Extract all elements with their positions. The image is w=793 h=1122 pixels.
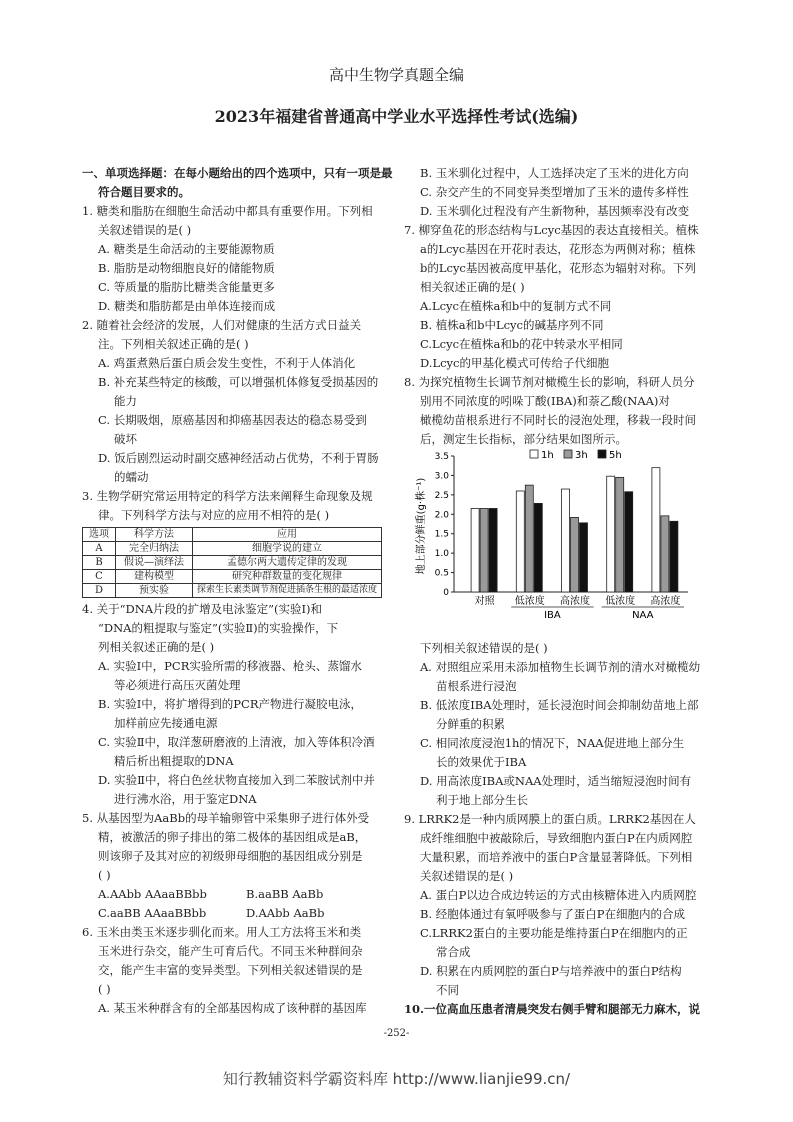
table-cell: D [83, 584, 116, 598]
q9-option-b: B. 经胞体通过有氧呼吸参与了蛋白P在细胞内的合成 [420, 907, 685, 921]
q8-option-d: D. 用高浓度IBA或NAA处理时，适当缩短浸泡时间有 [420, 774, 692, 788]
left-column [82, 164, 394, 1018]
chart-bar [652, 468, 660, 592]
q5-option-d: D.AAbb AaBb [246, 906, 325, 920]
q4-option-d-cont: 进行沸水浴，用于鉴定DNA [114, 792, 257, 806]
q5-option-c: C.aaBB AAaaBBbb [98, 906, 207, 920]
q4-option-c-cont: 精后析出粗提取的DNA [114, 754, 234, 768]
q9-stem-3: 大量积累，而培养液中的蛋白P含量显著降低。下列相 [420, 850, 693, 864]
chart-y-tick-label: 1.0 [434, 549, 449, 560]
q3-methods-table [82, 527, 382, 598]
table-cell: 研究种群数量的变化规律 [193, 570, 382, 584]
chart-bar [580, 523, 588, 592]
chart-bar [471, 508, 479, 592]
chart-legend-swatch [530, 450, 538, 458]
chart-group-label: NAA [632, 610, 654, 620]
q2-stem-2: 注。下列相关叙述正确的是( ) [98, 337, 249, 351]
q8-option-b-cont: 分鲜重的积累 [436, 717, 505, 731]
q7-option-c: C.Lcyc在植株a和b的花中转录水平相同 [420, 337, 623, 351]
table-cell: C [83, 570, 116, 584]
q8-stem-3: 橄榄幼苗根系进行不同时长的浸泡处理，移栽一段时间 [420, 413, 696, 427]
chart-x-tick-label: 低浓度 [605, 596, 636, 607]
q6-stem-4: ( ) [98, 982, 111, 996]
q6-stem-3: 交，能产生丰富的变异类型。下列相关叙述错误的是 [98, 963, 363, 977]
table-cell: 探索生长素类调节剂促进插条生根的最适浓度 [193, 584, 382, 598]
table-cell: 完全归纳法 [116, 542, 193, 556]
chart-y-tick-label: 3.0 [434, 471, 449, 482]
q8-bar-chart [412, 444, 697, 620]
q3-stem-2: 律。下列科学方法与对应的应用不相符的是( ) [98, 508, 330, 522]
q7-option-d: D.Lcyc的甲基化模式可传给子代细胞 [420, 356, 609, 370]
q2-option-d-cont: 的蠕动 [114, 470, 149, 484]
q4-option-b: B. 实验Ⅰ中，将扩增得到的PCR产物进行凝胶电泳， [98, 697, 362, 711]
chart-bar [616, 477, 624, 592]
q9-option-c: C.LRRK2蛋白的主要功能是维持蛋白P在细胞内的正 [420, 926, 688, 940]
q10-stem: 10.一位高血压患者清晨突发右侧手臂和腿部无力麻木，说 [404, 1002, 701, 1016]
exam-title: 2023年福建省普通高中学业水平选择性考试(选编) [214, 107, 579, 126]
table-row [83, 584, 382, 598]
q6-option-b: B. 玉米驯化过程中，人工选择决定了玉米的进化方向 [420, 166, 689, 180]
q9-option-d: D. 积累在内质网腔的蛋白P与培养液中的蛋白P结构 [420, 964, 682, 978]
chart-y-tick-label: 2.5 [434, 490, 449, 501]
table-header-row [83, 528, 382, 542]
q8-stem-4: 后，测定生长指标，部分结果如图所示。 [420, 432, 627, 446]
q5-stem-3: 则该卵子及其对应的初级卵母细胞的基因组成分别是 [98, 849, 363, 863]
q9-option-c-cont: 常合成 [436, 945, 471, 959]
chart-bar [525, 485, 533, 592]
q2-stem: 2. 随着社会经济的发展，人们对健康的生活方式日益关 [82, 318, 362, 332]
chart-bar [516, 491, 524, 592]
table-row [83, 542, 382, 556]
chart-bar [480, 508, 488, 592]
q8-option-b: B. 低浓度IBA处理时，延长浸泡时间会抑制幼苗地上部 [420, 698, 699, 712]
chart-y-tick-label: 0.5 [434, 568, 449, 579]
chart-legend-label: 3h [575, 450, 588, 461]
chart-group-label: IBA [544, 610, 561, 620]
chart-legend-label: 5h [609, 450, 622, 461]
q3-stem: 3. 生物学研究常运用特定的科学方法来阐释生命现象及规 [82, 489, 373, 503]
section-heading: 一、单项选择题：在每小题给出的四个选项中，只有一项是最 [82, 166, 393, 180]
q2-option-c: C. 长期吸烟，原癌基因和抑癌基因表达的稳态易受到 [98, 413, 367, 427]
q9-option-d-cont: 不同 [436, 983, 459, 997]
chart-x-tick-label: 高浓度 [560, 596, 590, 607]
q1-option-a: A. 糖类是生命活动的主要能源物质 [98, 242, 275, 256]
q8-option-a: A. 对照组应采用未添加植物生长调节剂的清水对橄榄幼 [420, 660, 701, 674]
chart-bar [625, 492, 633, 592]
q8-option-a-cont: 苗根系进行浸泡 [436, 679, 517, 693]
chart-bar [661, 516, 669, 592]
table-cell: B [83, 556, 116, 570]
q7-stem: 7. 柳穿鱼花的形态结构与Lcyc基因的表达直接相关。植株 [404, 223, 699, 237]
q4-stem-3: 列相关叙述正确的是( ) [98, 640, 215, 654]
q7-stem-2: a的Lcyc基因在开花时表达，花形态为两侧对称；植株 [420, 242, 696, 256]
q4-option-a: A. 实验Ⅰ中，PCR实验所需的移液器、枪头、蒸馏水 [98, 659, 362, 673]
q4-option-b-cont: 加样前应先接通电源 [114, 716, 218, 730]
q7-option-a: A.Lcyc在植株a和b中的复制方式不同 [420, 299, 612, 313]
table-row [83, 570, 382, 584]
chart-bar [571, 517, 579, 592]
q9-option-a: A. 蛋白P以边合成边转运的方式由核糖体进入内质网腔 [420, 888, 697, 902]
chart-x-tick-label: 对照 [474, 596, 495, 607]
q9-stem-2: 成纤维细胞中被敲除后，导致细胞内蛋白P在内质网腔 [420, 831, 693, 845]
table-cell: A [83, 542, 116, 556]
chart-legend-swatch [598, 450, 606, 458]
q4-option-c: C. 实验Ⅱ中，取洋葱研磨液的上清液，加入等体积冷酒 [98, 735, 375, 749]
q7-stem-3: b的Lcyc基因被高度甲基化，花形态为辐射对称。下列 [420, 261, 696, 275]
chart-legend-swatch [564, 450, 572, 458]
q8-stem-2: 别用不同浓度的吲哚丁酸(IBA)和萘乙酸(NAA)对 [420, 394, 670, 408]
q6-option-c: C. 杂交产生的不同变异类型增加了玉米的遗传多样性 [420, 185, 689, 199]
chart-y-tick-label: 0 [443, 588, 449, 598]
q6-stem-2: 玉米进行杂交，能产生可育后代。不同玉米种群间杂 [98, 944, 363, 958]
q1-option-b: B. 脂肪是动物细胞良好的储能物质 [98, 261, 275, 275]
q1-option-d: D. 糖类和脂肪都是由单体连接而成 [98, 299, 276, 313]
page-number: -252- [383, 1028, 410, 1039]
q8-option-c-cont: 长的效果优于IBA [436, 755, 527, 769]
chart-y-tick-label: 2.0 [434, 510, 449, 521]
table-header: 科学方法 [116, 528, 193, 542]
q6-stem: 6. 玉米由类玉米逐步驯化而来。用人工方法将玉米和类 [82, 925, 362, 939]
chart-bar [489, 508, 497, 592]
table-cell: 细胞学说的建立 [193, 542, 382, 556]
q7-stem-4: 相关叙述正确的是( ) [420, 280, 525, 294]
table-row [83, 556, 382, 570]
q2-option-d: D. 饭后剧烈运动时副交感神经活动占优势，不利于胃肠 [98, 451, 379, 465]
chart-y-axis-label: 地上部分鲜重(g·株⁻¹) [416, 477, 427, 575]
q5-option-b: B.aaBB AaBb [246, 887, 324, 901]
q2-option-c-cont: 破坏 [114, 432, 137, 446]
chart-bar [534, 503, 542, 592]
q6-option-d: D. 玉米驯化过程没有产生新物种，基因频率没有改变 [420, 204, 690, 218]
chart-bar [670, 521, 678, 592]
q8-stem: 8. 为探究植物生长调节剂对橄榄生长的影响，科研人员分 [404, 375, 695, 389]
q5-option-a: A.AAbb AAaaBBbb [98, 887, 207, 901]
table-cell: 建构模型 [116, 570, 193, 584]
q4-stem: 4. 关于“DNA片段的扩增及电泳鉴定”(实验Ⅰ)和 [82, 602, 322, 616]
q9-stem-4: 关叙述错误的是( ) [420, 869, 514, 883]
q4-stem-2: “DNA的粗提取与鉴定”(实验Ⅱ)的实验操作，下 [98, 621, 339, 635]
chart-y-tick-label: 1.5 [434, 529, 449, 540]
chart-x-tick-label: 高浓度 [650, 596, 681, 607]
q1-option-c: C. 等质量的脂肪比糖类含能量更多 [98, 280, 275, 294]
table-header: 选项 [83, 528, 116, 542]
q7-option-b: B. 植株a和b中Lcyc的碱基序列不同 [420, 318, 604, 332]
watermark-text: 知行教辅资料学霸资料库 http://www.lianjie99.cn/ [222, 1070, 571, 1088]
section-heading-2: 符合题目要求的。 [98, 185, 190, 199]
table-cell: 预实验 [116, 584, 193, 598]
chart-x-tick-label: 低浓度 [514, 596, 545, 607]
q5-options-row-2 [82, 904, 394, 923]
q1-stem: 1. 糖类和脂肪在细胞生命活动中都具有重要作用。下列相 [82, 204, 373, 218]
chart-bar [562, 489, 570, 592]
q5-options-row-1 [82, 885, 394, 904]
q8-option-d-cont: 利于地上部分生长 [436, 793, 528, 807]
q6-option-a: A. 某玉米种群含有的全部基因构成了该种群的基因库 [98, 1001, 367, 1015]
q2-option-b: B. 补充某些特定的核酸，可以增强机体修复受损基因的 [98, 375, 379, 389]
q5-stem-2: 精，被激活的卵子排出的第二极体的基因组成是aB， [98, 830, 367, 844]
q5-stem: 5. 从基因型为AaBb的母羊输卵管中采集卵子进行体外受 [82, 811, 370, 825]
q8-after-stem: 下列相关叙述错误的是( ) [420, 641, 548, 655]
chart-y-tick-label: 3.5 [434, 452, 449, 462]
q2-option-a: A. 鸡蛋煮熟后蛋白质会发生变性，不利于人体消化 [98, 356, 356, 370]
q2-option-b-cont: 能力 [114, 394, 137, 408]
q5-stem-4: ( ) [98, 868, 111, 882]
q4-option-a-cont: 等必须进行高压灭菌处理 [114, 678, 241, 692]
chart-legend-label: 1h [541, 450, 554, 461]
q1-stem-2: 关叙述错误的是( ) [98, 223, 192, 237]
table-header: 应用 [193, 528, 382, 542]
q9-stem: 9. LRRK2是一种内质网膜上的蛋白质。LRRK2基因在人 [404, 812, 696, 826]
q4-option-d: D. 实验Ⅱ中，将白色丝状物直接加入到二苯胺试剂中并 [98, 773, 375, 787]
chart-bar [607, 476, 615, 592]
table-cell: 假说—演绎法 [116, 556, 193, 570]
series-title: 高中生物学真题全编 [328, 66, 464, 84]
q8-option-c: C. 相同浓度浸泡1h的情况下，NAA促进地上部分生 [420, 736, 685, 750]
table-cell: 孟德尔两大遗传定律的发现 [193, 556, 382, 570]
